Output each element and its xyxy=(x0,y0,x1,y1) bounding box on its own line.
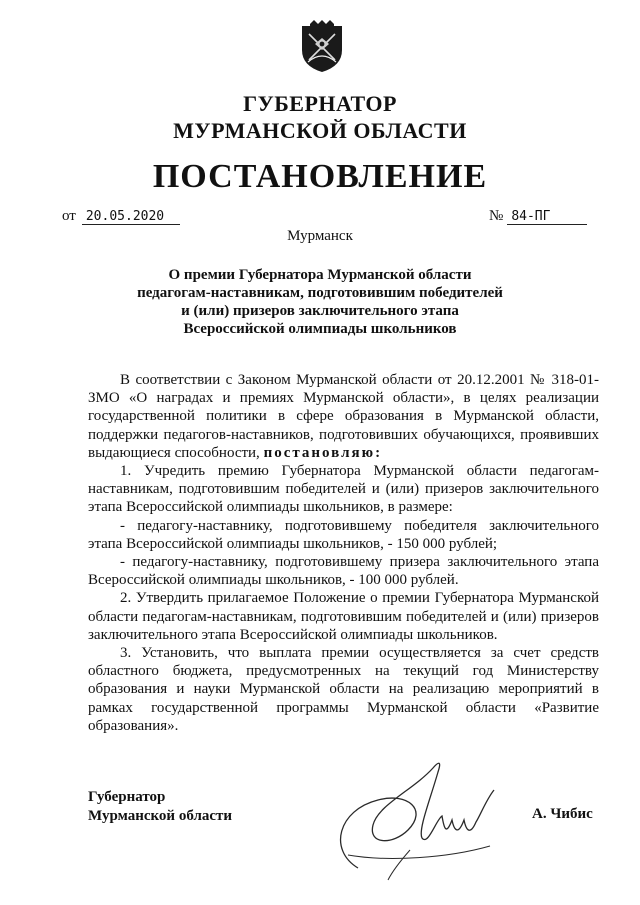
clause-1: 1. Учредить премию Губернатора Мурманской области педагогам-наставникам, подготовившим победителей и (или) призеров заключительного этапа Всероссийской олимпиады школьников, в размере: xyxy=(88,463,599,516)
signatory-position-line1: Губернатор xyxy=(88,789,166,805)
document-body xyxy=(88,371,599,735)
resolve-word: постановляю: xyxy=(263,444,383,461)
clause-1-sub-a: - педагогу-наставнику, подготовившему победителя заключительного этапа Всероссийской олимпиады школьников, - 150 000 рублей; xyxy=(88,517,599,552)
title-line: Всероссийской олимпиады школьников xyxy=(183,321,457,337)
authority-title-line1: ГУБЕРНАТОР xyxy=(243,91,397,116)
title-line: О премии Губернатора Мурманской области xyxy=(168,267,472,283)
clause-3: 3. Установить, что выплата премии осуществляется за счет средств областного бюджета, предусмотренных на текущий год Министерству образования и науки Мурманской области на реализацию мероприятий в рамках государственной программы Мурманской области «Развитие образования». xyxy=(88,645,599,734)
coat-of-arms-icon xyxy=(300,20,344,74)
document-number: 84-ПГ xyxy=(507,209,587,225)
preamble-paragraph xyxy=(88,371,599,462)
title-line: и (или) призеров заключительного этапа xyxy=(181,303,459,319)
number-prefix: № xyxy=(489,208,504,224)
number-field xyxy=(489,208,587,225)
authority-title-line2: МУРМАНСКОЙ ОБЛАСТИ xyxy=(173,118,467,143)
clause-1-sub-b: - педагогу-наставнику, подготовившему призера заключительного этапа Всероссийской олимпиады школьников, - 100 000 рублей. xyxy=(88,554,599,589)
signatory-position xyxy=(88,788,232,826)
handwritten-signature xyxy=(318,750,518,890)
date-prefix: от xyxy=(62,208,76,224)
document-type-heading: ПОСТАНОВЛЕНИЕ xyxy=(152,158,488,195)
clause-2: 2. Утвердить прилагаемое Положение о премии Губернатора Мурманской области педагогам-наставникам, подготовившим победителей и (или) призеров заключительного этапа Всероссийской олимпиады школьников. xyxy=(88,590,599,643)
signatory-position-line2: Мурманской области xyxy=(88,808,233,824)
city-name: Мурманск xyxy=(287,228,353,244)
title-line: педагогам-наставникам, подготовившим победителей xyxy=(137,285,503,301)
date-field xyxy=(62,208,180,225)
document-title xyxy=(120,266,520,338)
signatory-name: А. Чибис xyxy=(532,806,593,822)
preamble-text: В соответствии с Законом Мурманской области от 20.12.2001 № 318-01-ЗМО «О наградах и премиях Мурманской области», в целях реализации государственной политики в сфере образования в Мурманской области, поддержки педагогов-наставников, подготовивших обучающихся, проявивших выдающиеся способности, xyxy=(88,372,599,461)
document-date: 20.05.2020 xyxy=(82,209,180,225)
